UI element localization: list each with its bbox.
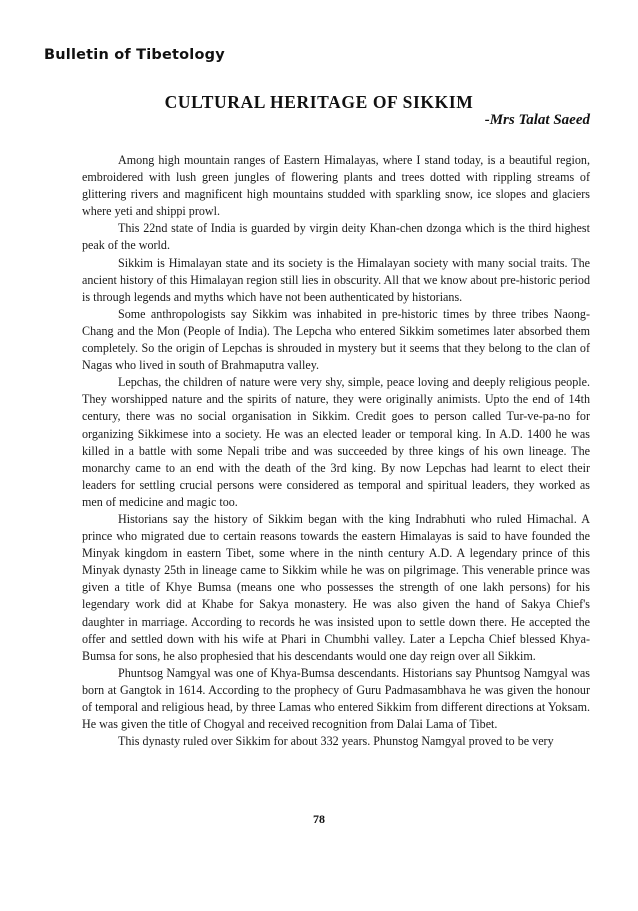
paragraph: Lepchas, the children of nature were very shy, simple, peace loving and deeply religious people. They worshipped nature and the spirits of nature, they were originally animists. Upto the end of 14th century, there was no social organisation in Sikkim. Credit goes to person called Tur-ve-pa-no for organizing Sikkimese into a society. He was an elected leader or temporal king. In A.D. 1400 he was killed in a battle with some Nepali tribe and was succeeded by three kings of his own lineage. The monarchy came to an end with the death of the 3rd king. By now Lepchas had learnt to elect their leaders for settling crucial persons were considered as temporal and spiritual leaders, they worked as men of medicine and magic too. [82, 375, 590, 509]
paragraph: Some anthropologists say Sikkim was inhabited in pre-historic times by three tribes Naong-Chang and the Mon (People of India). The Lepcha who entered Sikkim sometimes later absorbed them completely. So the origin of Lepchas is shrouded in mystery but it seems that they belong to the clan of Nagas who lived in south of Brahmaputra valley. [82, 306, 590, 373]
article-body [82, 152, 590, 750]
paragraph: Historians say the history of Sikkim began with the king Indrabhuti who ruled Himachal. A prince who migrated due to certain reasons towards the eastern Himalayas is said to have founded the Minyak kingdom in eastern Tibet, some where in the ninth century A.D. A legendary prince of this Minyak dynasty 25th in lineage came to Sikkim while he was on pilgrimage. This venerable prince was given a title of Khye Bumsa (means one who possesses the strength of one lakh persons) for his legendary work did at Khabe for Sakya monastery. He was also given the hand of Sakya Chief's daughter in marriage. According to records he was insisted upon to settle down there. He accepted the offer and settled down with his wife at Phari in Chumbhi valley. Later a Lepcha Chief blessed Khya- Bumsa for sons, he also prophesied that his descendants would one day reign over all Sikkim. [82, 511, 590, 663]
paragraph: Sikkim is Himalayan state and its society is the Himalayan society with many social traits. The ancient history of this Himalayan region still lies in obscurity. All that we know about pre-historic period is through legends and myths which have not been authenticated by historians. [82, 255, 590, 304]
journal-header: Bulletin of Tibetology [44, 47, 225, 63]
paragraph: Phuntsog Namgyal was one of Khya-Bumsa descendants. Historians say Phuntsog Namgyal was born at Gangtok in 1614. According to the prophecy of Guru Padmasambhava he was given the honour of temporal and religious head, by three Lamas who entered Sikkim from different directions at Yoksam. He was given the title of Chogyal and received recognition from Dalai Lama of Tibet. [82, 665, 590, 732]
paragraph: Among high mountain ranges of Eastern Himalayas, where I stand today, is a beautiful region, embroidered with lush green jungles of flowering plants and trees dotted with rippling streams of glittering rivers and magnificent high mountains studded with sparkling snow, ice slopes and glaciers where yeti and shippi prowl. [82, 153, 590, 219]
paragraph: This dynasty ruled over Sikkim for about 332 years. Phunstog Namgyal proved to be very [118, 734, 554, 749]
article-title: CULTURAL HERITAGE OF SIKKIM [164, 92, 474, 112]
article-author: -Mrs Talat Saeed [484, 112, 590, 128]
page-number: 78 [313, 812, 325, 826]
paragraph: This 22nd state of India is guarded by virgin deity Khan-chen dzonga which is the third highest peak of the world. [82, 221, 590, 253]
